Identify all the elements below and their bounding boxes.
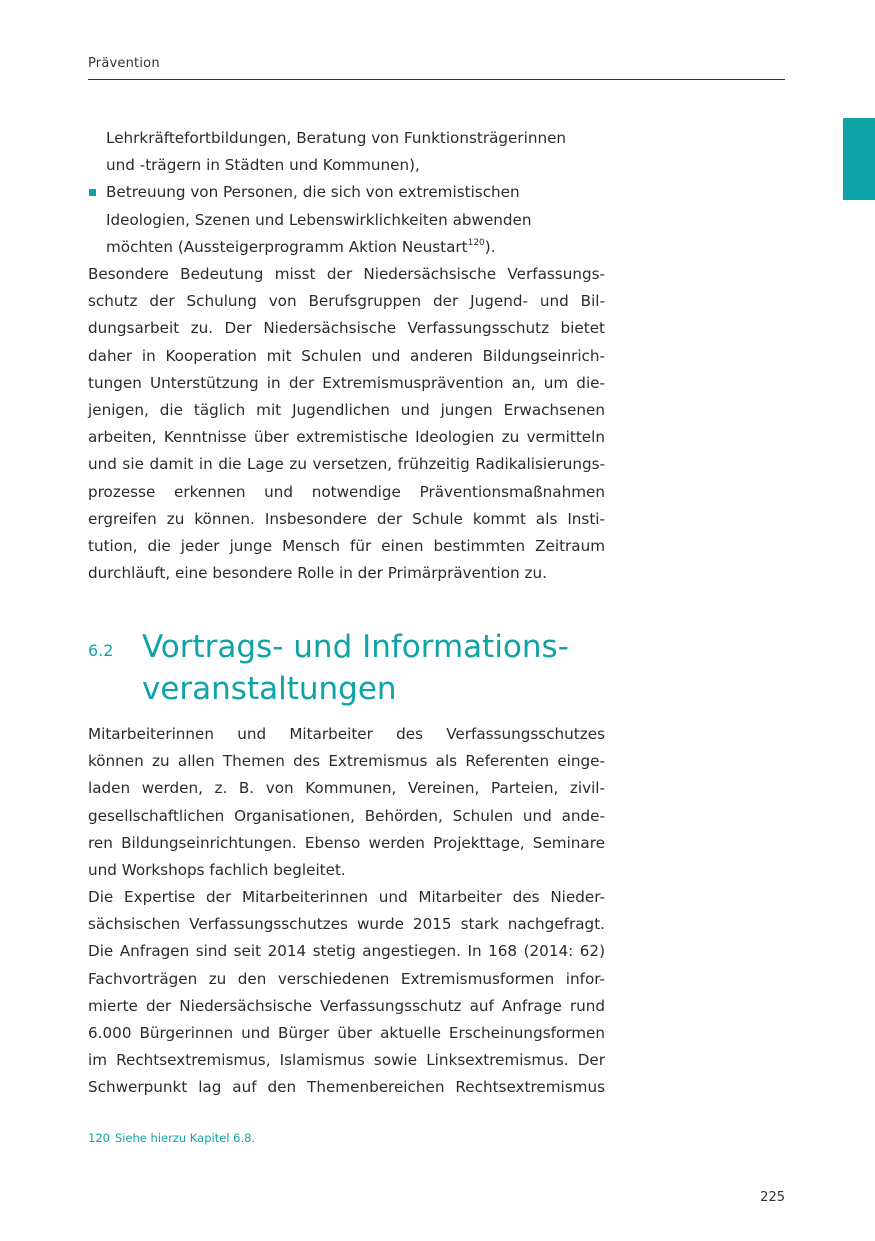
running-head: Prävention bbox=[88, 56, 160, 71]
paragraph-line: daher in Kooperation mit Schulen und anderen Bildungseinrich- bbox=[88, 346, 605, 365]
list-item-line: Ideologien, Szenen und Lebenswirklichkeiten abwenden bbox=[106, 210, 532, 229]
paragraph-line: im Rechtsextremismus, Islamismus sowie Linksextremismus. Der bbox=[88, 1051, 605, 1070]
header-rule bbox=[88, 79, 785, 80]
list-item bbox=[88, 179, 605, 261]
footnote bbox=[88, 1131, 255, 1145]
paragraph-line: dungsarbeit zu. Der Niedersächsische Verfassungsschutz bietet bbox=[88, 319, 605, 338]
paragraph-line: Fachvorträgen zu den verschiedenen Extremismusformen infor- bbox=[88, 969, 605, 988]
paragraph-line: Mitarbeiterinnen und Mitarbeiter des Verfassungsschutzes bbox=[88, 725, 605, 743]
paragraph-line: jenigen, die täglich mit Jugendlichen und jungen Erwachsenen bbox=[88, 400, 605, 419]
bullet-square-icon bbox=[89, 189, 96, 196]
paragraph-line: Die Anfragen sind seit 2014 stetig angestiegen. In 168 (2014: 62) bbox=[88, 942, 605, 961]
paragraph-line: Schwerpunkt lag auf den Themenbereichen Rechtsextremismus bbox=[88, 1078, 605, 1097]
paragraph-line: gesellschaftlichen Organisationen, Behörden, Schulen und ande- bbox=[88, 806, 605, 825]
paragraph-line: schutz der Schulung von Berufsgruppen der Jugend- und Bil- bbox=[88, 292, 605, 311]
paragraph-2 bbox=[88, 721, 605, 884]
paragraph-line: 6.000 Bürgerinnen und Bürger über aktuelle Erscheinungsformen bbox=[88, 1023, 605, 1042]
paragraph-line: laden werden, z. B. von Kommunen, Vereinen, Parteien, zivil- bbox=[88, 779, 605, 798]
list-item-suffix: ). bbox=[484, 237, 496, 256]
list-continuation-line: und -trägern in Städten und Kommunen), bbox=[106, 156, 420, 175]
paragraph-line: Die Expertise der Mitarbeiterinnen und Mitarbeiter des Nieder- bbox=[88, 888, 605, 906]
paragraph-line: durchläuft, eine besondere Rolle in der Primärprävention zu. bbox=[88, 564, 547, 583]
paragraph-line: mierte der Niedersächsische Verfassungsschutz auf Anfrage rund bbox=[88, 996, 605, 1015]
paragraph-line: ergreifen zu können. Insbesondere der Schule kommt als Insti- bbox=[88, 509, 605, 528]
chapter-thumb-tab bbox=[843, 118, 875, 200]
paragraph-line: tungen Unterstützung in der Extremismusprävention an, um die- bbox=[88, 373, 605, 392]
section-title-line: Vortrags- und Informations- bbox=[142, 629, 569, 665]
list-block bbox=[88, 125, 605, 261]
list-item-text: möchten (Aussteigerprogramm Aktion Neustart bbox=[106, 237, 468, 256]
paragraph-line: können zu allen Themen des Extremismus als Referenten einge- bbox=[88, 752, 605, 771]
paragraph-3 bbox=[88, 884, 605, 1102]
paragraph-line: ren Bildungseinrichtungen. Ebenso werden Projekttage, Seminare bbox=[88, 833, 605, 852]
footnote-text: Siehe hierzu Kapitel 6.8. bbox=[114, 1131, 256, 1145]
paragraph-line: und Workshops fachlich begleitet. bbox=[88, 860, 346, 879]
section-title bbox=[142, 626, 642, 710]
section-number: 6.2 bbox=[88, 641, 114, 660]
paragraph-line: Besondere Bedeutung misst der Niedersächsische Verfassungs- bbox=[88, 265, 605, 283]
list-continuation-line: Lehrkräftefortbildungen, Beratung von Funktionsträgerinnen bbox=[106, 129, 567, 147]
footnote-number: 120 bbox=[88, 1131, 110, 1145]
paragraph-line: prozesse erkennen und notwendige Präventionsmaßnahmen bbox=[88, 482, 605, 501]
page-number: 225 bbox=[760, 1190, 785, 1205]
paragraph-line: arbeiten, Kenntnisse über extremistische Ideologien zu vermitteln bbox=[88, 428, 605, 447]
paragraph-line: sächsischen Verfassungsschutzes wurde 2015 stark nachgefragt. bbox=[88, 915, 605, 934]
paragraph-line: tution, die jeder junge Mensch für einen bestimmten Zeitraum bbox=[88, 536, 605, 555]
footnote-reference[interactable]: 120 bbox=[467, 237, 485, 248]
list-item-line: Betreuung von Personen, die sich von extremistischen bbox=[106, 183, 520, 202]
paragraph-1 bbox=[88, 261, 605, 587]
paragraph-line: und sie damit in die Lage zu versetzen, frühzeitig Radikalisierungs- bbox=[88, 455, 605, 474]
list-item-line bbox=[106, 234, 605, 261]
section-title-line: veranstaltungen bbox=[142, 671, 397, 707]
